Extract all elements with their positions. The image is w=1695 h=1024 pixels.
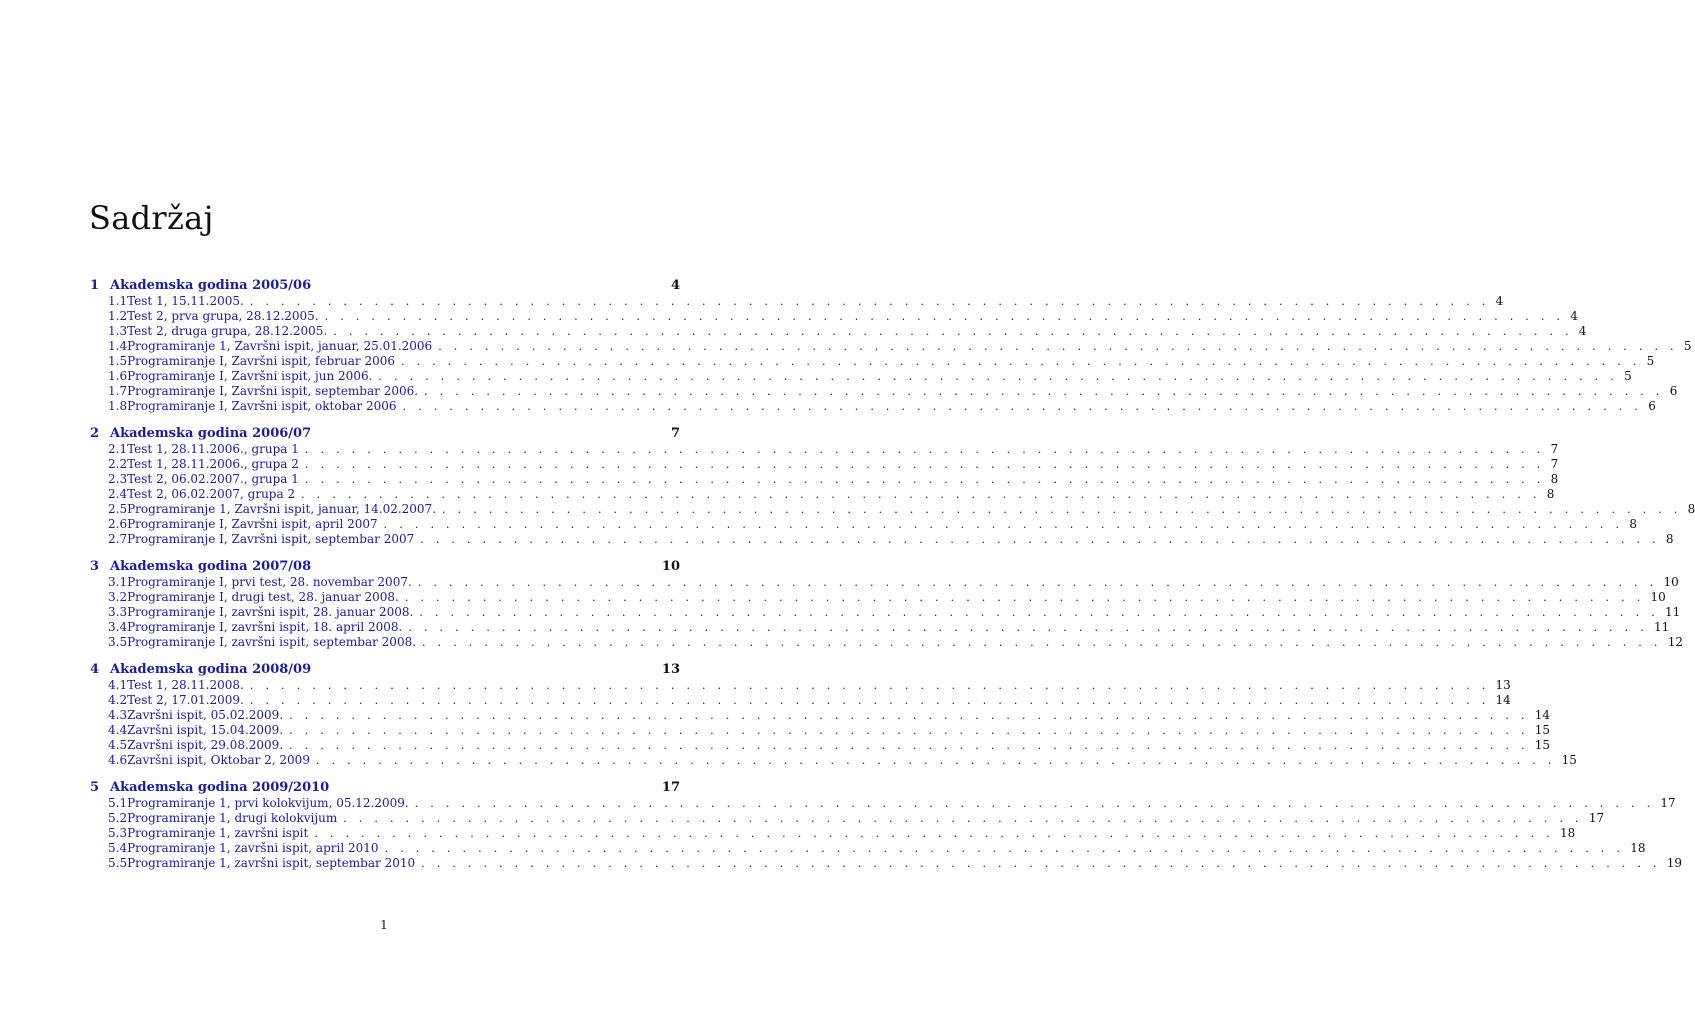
subsection-number: 1.5 <box>108 354 128 368</box>
subsection-page-number: 10 <box>1650 590 1666 604</box>
subsection-page-number: 19 <box>1666 856 1683 870</box>
subsection-title: Programiranje I, Završni ispit, oktobar 2006 <box>127 399 397 413</box>
toc-subsection-link[interactable] <box>90 502 1695 517</box>
dot-leader: . . . . . . . . . . . . . . . . . . . . . . . . . . . . . . . . . . . . . . . . . . . . . . . . . . . . . . . . . . . . . . . . . . . . . . . . . . . . . . . . <box>384 842 1625 855</box>
dot-leader: . . . . . . . . . . . . . . . . . . . . . . . . . . . . . . . . . . . . . . . . . . . . . . . . . . . . . . . . . . . . . . . . . . . . . . . . . . . . . . . . <box>414 797 1655 810</box>
subsection-title: Test 2, 06.02.2007., grupa 1 <box>127 472 299 486</box>
subsection-number: 3.2 <box>108 590 128 604</box>
toc-subsection-link[interactable] <box>90 575 1679 590</box>
subsection-page-number: 6 <box>1648 399 1656 413</box>
subsection-number: 2.4 <box>108 487 128 501</box>
subsection-page-number: 15 <box>1534 723 1551 737</box>
dot-leader: . . . . . . . . . . . . . . . . . . . . . . . . . . . . . . . . . . . . . . . . . . . . . . . . . . . . . . . . . . . . . . . . . . . . . . . . . . . . . . . . <box>289 739 1529 752</box>
subsection-title: Test 2, 06.02.2007, grupa 2 <box>127 487 296 501</box>
subsection-title: Test 2, prva grupa, 28.12.2005. <box>127 309 319 323</box>
section-page-number: 10 <box>661 559 680 574</box>
subsection-number: 2.7 <box>108 532 128 546</box>
section-page-number: 4 <box>670 278 680 293</box>
section-title: Akademska godina 2007/08 <box>110 559 312 574</box>
dot-leader: . . . . . . . . . . . . . . . . . . . . . . . . . . . . . . . . . . . . . . . . . . . . . . . . . . . . . . . . . . . . . . . . . . . . . . . . . . . . . . . . <box>422 636 1662 649</box>
toc-section-link[interactable] <box>90 426 680 442</box>
toc-section <box>90 559 1683 650</box>
subsection-number: 4.4 <box>108 723 128 737</box>
dot-leader: . . . . . . . . . . . . . . . . . . . . . . . . . . . . . . . . . . . . . . . . . . . . . . . . . . . . . . . . . . . . . . . . . . . . . . . . . . . . . . . . <box>315 754 1556 767</box>
subsection-title: Završni ispit, 29.08.2009. <box>127 738 284 752</box>
toc-section-link[interactable] <box>90 559 680 575</box>
subsection-page-number: 7 <box>1550 457 1559 471</box>
subsection-number: 1.1 <box>108 294 128 308</box>
page-title: Sadržaj <box>89 199 214 238</box>
subsection-title: Programiranje I, završni ispit, septembar 2008. <box>127 635 417 649</box>
subsection-number: 4.1 <box>108 678 128 692</box>
dot-leader: . . . . . . . . . . . . . . . . . . . . . . . . . . . . . . . . . . . . . . . . . . . . . . . . . . . . . . . . . . . . . . . . . . . . . . . . . . . . . . . . <box>324 310 1565 323</box>
dot-leader: . . . . . . . . . . . . . . . . . . . . . . . . . . . . . . . . . . . . . . . . . . . . . . . . . . . . . . . . . . . . . . . . . . . . . . . . . . . . . . . . <box>314 827 1554 840</box>
section-number: 5 <box>90 780 100 795</box>
subsection-page-number: 5 <box>1683 339 1692 353</box>
subsection-title: Test 1, 28.11.2006., grupa 1 <box>127 442 299 456</box>
subsection-title: Programiranje 1, završni ispit <box>127 826 309 840</box>
toc-subsection-link[interactable] <box>90 693 1511 708</box>
subsection-title: Test 1, 15.11.2005. <box>127 294 244 308</box>
dot-leader: . . . . . . . . . . . . . . . . . . . . . . . . . . . . . . . . . . . . . . . . . . . . . . . . . . . . . . . . . . . . . . . . . . . . . . . . . . . . . . . . <box>304 473 1545 486</box>
subsection-page-number: 7 <box>1550 442 1559 456</box>
toc-subsection-link[interactable] <box>90 339 1692 354</box>
dot-leader: . . . . . . . . . . . . . . . . . . . . . . . . . . . . . . . . . . . . . . . . . . . . . . . . . . . . . . . . . . . . . . . . . . . . . . . . . . . . . . . . <box>249 694 1490 707</box>
section-number: 2 <box>90 426 100 441</box>
toc-subsection-link[interactable] <box>90 856 1683 871</box>
dot-leader: . . . . . . . . . . . . . . . . . . . . . . . . . . . . . . . . . . . . . . . . . . . . . . . . . . . . . . . . . . . . . . . . . . . . . . . . . . . . . . . . <box>420 533 1660 546</box>
toc-subsection-link[interactable] <box>90 590 1666 605</box>
subsection-page-number: 15 <box>1534 738 1551 752</box>
subsection-page-number: 4 <box>1570 309 1578 323</box>
subsection-number: 3.3 <box>108 605 128 619</box>
dot-leader: . . . . . . . . . . . . . . . . . . . . . . . . . . . . . . . . . . . . . . . . . . . . . . . . . . . . . . . . . . . . . . . . . . . . . . . . . . . . . . . . <box>402 400 1643 413</box>
subsection-number: 1.6 <box>108 369 128 383</box>
subsection-title: Programiranje I, završni ispit, 28. januar 2008. <box>127 605 414 619</box>
subsection-page-number: 17 <box>1660 796 1676 810</box>
dot-leader: . . . . . . . . . . . . . . . . . . . . . . . . . . . . . . . . . . . . . . . . . . . . . . . . . . . . . . . . . . . . . . . . . . . . . . . . . . . . . . . . <box>438 340 1678 353</box>
dot-leader: . . . . . . . . . . . . . . . . . . . . . . . . . . . . . . . . . . . . . . . . . . . . . . . . . . . . . . . . . . . . . . . . . . . . . . . . . . . . . . . . <box>304 458 1545 471</box>
section-number: 1 <box>90 278 100 293</box>
section-page-number: 17 <box>661 780 680 795</box>
toc-subsection-link[interactable] <box>90 399 1656 414</box>
subsection-title: Test 2, druga grupa, 28.12.2005. <box>127 324 328 338</box>
subsection-number: 2.1 <box>108 442 128 456</box>
subsection-number: 1.4 <box>108 339 128 353</box>
toc-section <box>90 662 1577 768</box>
dot-leader: . . . . . . . . . . . . . . . . . . . . . . . . . . . . . . . . . . . . . . . . . . . . . . . . . . . . . . . . . . . . . . . . . . . . . . . . . . . . . . . . <box>343 812 1583 825</box>
subsection-page-number: 14 <box>1534 708 1551 722</box>
subsection-number: 3.5 <box>108 635 128 649</box>
toc-section <box>90 780 1683 871</box>
section-page-number: 13 <box>661 662 680 677</box>
subsection-title: Programiranje I, Završni ispit, februar 2006 <box>127 354 395 368</box>
subsection-page-number: 11 <box>1654 620 1670 634</box>
subsection-number: 5.1 <box>108 796 128 810</box>
subsection-page-number: 10 <box>1663 575 1679 589</box>
subsection-page-number: 4 <box>1578 324 1587 338</box>
subsection-number: 5.5 <box>108 856 128 870</box>
subsection-title: Programiranje 1, završni ispit, septembar 2010 <box>127 856 416 870</box>
toc-subsection-link[interactable] <box>90 309 1578 324</box>
subsection-page-number: 17 <box>1588 811 1605 825</box>
subsection-number: 2.5 <box>108 502 128 516</box>
subsection-title: Test 1, 28.11.2008. <box>127 678 244 692</box>
toc-subsection-link[interactable] <box>90 457 1559 472</box>
subsection-page-number: 8 <box>1629 517 1637 531</box>
subsection-number: 3.1 <box>108 575 128 589</box>
section-title: Akademska godina 2009/2010 <box>110 780 330 795</box>
dot-leader: . . . . . . . . . . . . . . . . . . . . . . . . . . . . . . . . . . . . . . . . . . . . . . . . . . . . . . . . . . . . . . . . . . . . . . . . . . . . . . . . <box>289 724 1529 737</box>
subsection-title: Programiranje 1, Završni ispit, januar, 25.01.2006 <box>127 339 433 353</box>
toc-section-link[interactable] <box>90 662 680 678</box>
section-number: 3 <box>90 559 100 574</box>
subsection-number: 5.2 <box>108 811 128 825</box>
subsection-number: 1.8 <box>108 399 128 413</box>
toc-subsection-link[interactable] <box>90 324 1587 339</box>
subsection-title: Programiranje I, Završni ispit, jun 2006. <box>127 369 373 383</box>
dot-leader: . . . . . . . . . . . . . . . . . . . . . . . . . . . . . . . . . . . . . . . . . . . . . . . . . . . . . . . . . . . . . . . . . . . . . . . . . . . . . . . . <box>404 591 1645 604</box>
toc-subsection-link[interactable] <box>90 487 1555 502</box>
subsection-title: Završni ispit, 15.04.2009. <box>127 723 284 737</box>
toc-subsection-link[interactable] <box>90 635 1683 650</box>
subsection-number: 4.2 <box>108 693 128 707</box>
subsection-page-number: 8 <box>1546 487 1555 501</box>
subsection-number: 4.5 <box>108 738 128 752</box>
dot-leader: . . . . . . . . . . . . . . . . . . . . . . . . . . . . . . . . . . . . . . . . . . . . . . . . . . . . . . . . . . . . . . . . . . . . . . . . . . . . . . . . <box>289 709 1529 722</box>
subsection-title: Programiranje 1, završni ispit, april 2010 <box>127 841 379 855</box>
dot-leader: . . . . . . . . . . . . . . . . . . . . . . . . . . . . . . . . . . . . . . . . . . . . . . . . . . . . . . . . . . . . . . . . . . . . . . . . . . . . . . . . <box>333 325 1573 338</box>
subsection-page-number: 4 <box>1495 294 1504 308</box>
dot-leader: . . . . . . . . . . . . . . . . . . . . . . . . . . . . . . . . . . . . . . . . . . . . . . . . . . . . . . . . . . . . . . . . . . . . . . . . . . . . . . . . <box>401 355 1641 368</box>
toc-section <box>90 426 1695 547</box>
toc-subsection-link[interactable] <box>90 723 1551 738</box>
dot-leader: . . . . . . . . . . . . . . . . . . . . . . . . . . . . . . . . . . . . . . . . . . . . . . . . . . . . . . . . . . . . . . . . . . . . . . . . . . . . . . . . <box>421 857 1661 870</box>
dot-leader: . . . . . . . . . . . . . . . . . . . . . . . . . . . . . . . . . . . . . . . . . . . . . . . . . . . . . . . . . . . . . . . . . . . . . . . . . . . . . . . . <box>419 606 1659 619</box>
toc-subsection-link[interactable] <box>90 472 1559 487</box>
subsection-title: Programiranje I, Završni ispit, septembar 2006. <box>127 384 419 398</box>
toc-subsection-link[interactable] <box>90 605 1681 620</box>
subsection-number: 1.7 <box>108 384 128 398</box>
subsection-number: 5.3 <box>108 826 128 840</box>
subsection-title: Programiranje I, Završni ispit, april 2007 <box>127 517 378 531</box>
dot-leader: . . . . . . . . . . . . . . . . . . . . . . . . . . . . . . . . . . . . . . . . . . . . . . . . . . . . . . . . . . . . . . . . . . . . . . . . . . . . . . . . <box>378 370 1619 383</box>
subsection-title: Programiranje 1, drugi kolokvijum <box>127 811 338 825</box>
section-number: 4 <box>90 662 100 677</box>
toc-section-link[interactable] <box>90 780 680 796</box>
toc-subsection-link[interactable] <box>90 354 1655 369</box>
toc-subsection-link[interactable] <box>90 517 1637 532</box>
subsection-page-number: 18 <box>1559 826 1576 840</box>
subsection-number: 2.2 <box>108 457 128 471</box>
toc-subsection-link[interactable] <box>90 369 1632 384</box>
subsection-title: Programiranje 1, Završni ispit, januar, 14.02.2007. <box>127 502 437 516</box>
section-title: Akademska godina 2008/09 <box>110 662 312 677</box>
subsection-title: Test 2, 17.01.2009. <box>127 693 244 707</box>
toc-subsection-link[interactable] <box>90 708 1551 723</box>
subsection-title: Završni ispit, Oktobar 2, 2009 <box>127 753 310 767</box>
toc-subsection-link[interactable] <box>90 753 1577 768</box>
subsection-number: 1.3 <box>108 324 128 338</box>
toc-section <box>90 278 1692 414</box>
subsection-page-number: 8 <box>1550 472 1559 486</box>
dot-leader: . . . . . . . . . . . . . . . . . . . . . . . . . . . . . . . . . . . . . . . . . . . . . . . . . . . . . . . . . . . . . . . . . . . . . . . . . . . . . . . . <box>417 576 1658 589</box>
toc-subsection-link[interactable] <box>90 841 1646 856</box>
subsection-number: 5.4 <box>108 841 128 855</box>
subsection-title: Završni ispit, 05.02.2009. <box>127 708 284 722</box>
toc-subsection-link[interactable] <box>90 796 1676 811</box>
toc-subsection-link[interactable] <box>90 442 1559 457</box>
dot-leader: . . . . . . . . . . . . . . . . . . . . . . . . . . . . . . . . . . . . . . . . . . . . . . . . . . . . . . . . . . . . . . . . . . . . . . . . . . . . . . . . <box>442 503 1682 516</box>
subsection-number: 3.4 <box>108 620 128 634</box>
subsection-page-number: 8 <box>1687 502 1695 516</box>
subsection-number: 4.3 <box>108 708 128 722</box>
page-number: 1 <box>380 918 388 932</box>
toc-subsection-link[interactable] <box>90 678 1511 693</box>
subsection-title: Programiranje I, drugi test, 28. januar 2008. <box>127 590 399 604</box>
table-of-contents <box>90 278 1695 883</box>
subsection-title: Programiranje I, završni ispit, 18. april 2008. <box>127 620 403 634</box>
section-page-number: 7 <box>670 426 680 441</box>
toc-section-link[interactable] <box>90 278 680 294</box>
subsection-page-number: 14 <box>1495 693 1511 707</box>
dot-leader: . . . . . . . . . . . . . . . . . . . . . . . . . . . . . . . . . . . . . . . . . . . . . . . . . . . . . . . . . . . . . . . . . . . . . . . . . . . . . . . . <box>249 295 1490 308</box>
dot-leader: . . . . . . . . . . . . . . . . . . . . . . . . . . . . . . . . . . . . . . . . . . . . . . . . . . . . . . . . . . . . . . . . . . . . . . . . . . . . . . . . <box>301 488 1541 501</box>
subsection-number: 2.6 <box>108 517 128 531</box>
section-title: Akademska godina 2005/06 <box>110 278 312 293</box>
subsection-title: Test 1, 28.11.2006., grupa 2 <box>127 457 299 471</box>
toc-subsection-link[interactable] <box>90 826 1576 841</box>
dot-leader: . . . . . . . . . . . . . . . . . . . . . . . . . . . . . . . . . . . . . . . . . . . . . . . . . . . . . . . . . . . . . . . . . . . . . . . . . . . . . . . . <box>249 679 1490 692</box>
subsection-page-number: 18 <box>1630 841 1646 855</box>
toc-subsection-link[interactable] <box>90 532 1674 547</box>
dot-leader: . . . . . . . . . . . . . . . . . . . . . . . . . . . . . . . . . . . . . . . . . . . . . . . . . . . . . . . . . . . . . . . . . . . . . . . . . . . . . . . . <box>408 621 1649 634</box>
dot-leader: . . . . . . . . . . . . . . . . . . . . . . . . . . . . . . . . . . . . . . . . . . . . . . . . . . . . . . . . . . . . . . . . . . . . . . . . . . . . . . . . <box>383 518 1624 531</box>
toc-subsection-link[interactable] <box>90 738 1551 753</box>
subsection-page-number: 15 <box>1561 753 1577 767</box>
dot-leader: . . . . . . . . . . . . . . . . . . . . . . . . . . . . . . . . . . . . . . . . . . . . . . . . . . . . . . . . . . . . . . . . . . . . . . . . . . . . . . . . <box>304 443 1545 456</box>
subsection-title: Programiranje 1, prvi kolokvijum, 05.12.2009. <box>127 796 409 810</box>
toc-subsection-link[interactable] <box>90 620 1670 635</box>
toc-subsection-link[interactable] <box>90 384 1678 399</box>
subsection-page-number: 13 <box>1495 678 1511 692</box>
toc-subsection-link[interactable] <box>90 811 1605 826</box>
subsection-page-number: 5 <box>1624 369 1632 383</box>
subsection-page-number: 12 <box>1667 635 1683 649</box>
subsection-page-number: 11 <box>1665 605 1681 619</box>
subsection-page-number: 8 <box>1665 532 1674 546</box>
subsection-number: 1.2 <box>108 309 128 323</box>
subsection-page-number: 6 <box>1669 384 1678 398</box>
subsection-number: 2.3 <box>108 472 128 486</box>
section-title: Akademska godina 2006/07 <box>110 426 312 441</box>
toc-subsection-link[interactable] <box>90 294 1504 309</box>
subsection-title: Programiranje I, prvi test, 28. novembar 2007. <box>127 575 412 589</box>
subsection-page-number: 5 <box>1646 354 1655 368</box>
dot-leader: . . . . . . . . . . . . . . . . . . . . . . . . . . . . . . . . . . . . . . . . . . . . . . . . . . . . . . . . . . . . . . . . . . . . . . . . . . . . . . . . <box>424 385 1664 398</box>
subsection-number: 4.6 <box>108 753 128 767</box>
subsection-title: Programiranje I, Završni ispit, septembar 2007 <box>127 532 415 546</box>
